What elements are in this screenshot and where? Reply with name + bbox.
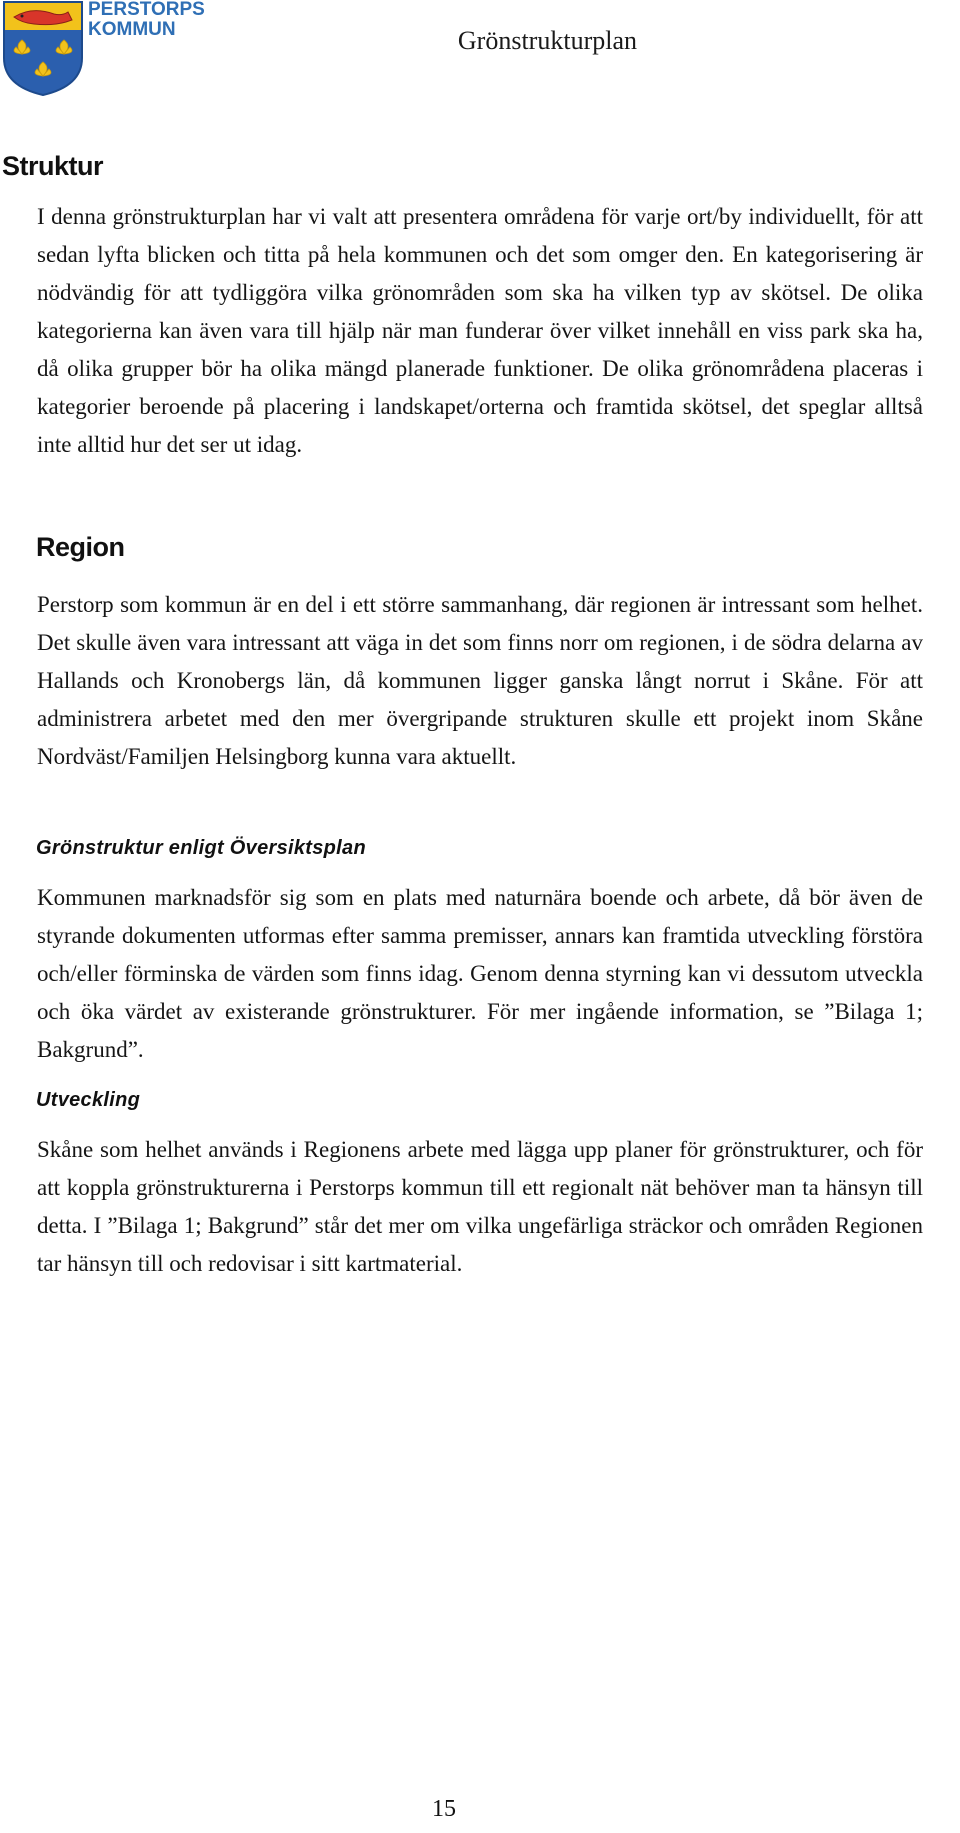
heading-utveckling: Utveckling: [36, 1089, 141, 1111]
paragraph-struktur: I denna grönstrukturplan har vi valt att presentera områdena för varje ort/by individuellt, för att sedan lyfta blicken och titta på hela kommunen och det som omger den. En kategorisering är nödvändig för att tydliggöra vilka grönområden som ska ha vilken typ av skötsel. De olika kategorierna kan även vara till hjälp när man funderar över vilket innehåll en viss park ska ha, då olika grupper bör ha olika mängd planerade funktioner. De olika grönområdena placeras i kategorier beroende på placering i landskapet/orterna och framtida skötsel, det speglar alltså inte alltid hur det ser ut idag.: [37, 204, 923, 457]
logo-wordmark: [88, 0, 205, 40]
heading-gronstruktur-oversiktsplan: Grönstruktur enligt Översiktsplan: [36, 837, 366, 859]
heading-region: Region: [36, 532, 125, 562]
logo-line-1: PERSTORPS: [88, 0, 205, 20]
heading-struktur: Struktur: [2, 151, 104, 181]
paragraph-region: Perstorp som kommun är en del i ett större sammanhang, där regionen är intressant som helhet. Det skulle även vara intressant att väga in det som finns norr om regionen, i de södra delarna av Hallands och Kronobergs län, då kommunen ligger ganska långt norrut i Skåne. För att administrera arbetet med den mer övergripande strukturen skulle ett projekt inom Skåne Nordväst/Familjen Helsingborg kunna vara aktuellt.: [37, 592, 923, 769]
running-header-title: Grönstrukturplan: [457, 26, 637, 55]
coat-of-arms-icon: [2, 0, 84, 96]
perstorps-kommun-logo: [2, 0, 205, 96]
paragraph-utveckling: Skåne som helhet används i Regionens arbete med lägga upp planer för grönstrukturer, och för att koppla grönstrukturerna i Perstorps kommun till ett regionalt nät behöver man ta hänsyn till detta. I ”Bilaga 1; Bakgrund” står det mer om vilka ungefärliga sträckor och områden Regionen tar hänsyn till och redovisar i sitt kartmaterial.: [37, 1137, 923, 1276]
paragraph-oversiktsplan: Kommunen marknadsför sig som en plats med naturnära boende och arbete, då bör även de styrande dokumenten utformas efter samma premisser, annars kan framtida utveckling förstöra och/eller förminska de värden som finns idag. Genom denna styrning kan vi dessutom utveckla och öka värdet av existerande grönstrukturer. För mer ingående information, se ”Bilaga 1; Bakgrund”.: [37, 885, 923, 1062]
logo-line-2: KOMMUN: [88, 19, 176, 40]
page-number: 15: [432, 1796, 456, 1822]
